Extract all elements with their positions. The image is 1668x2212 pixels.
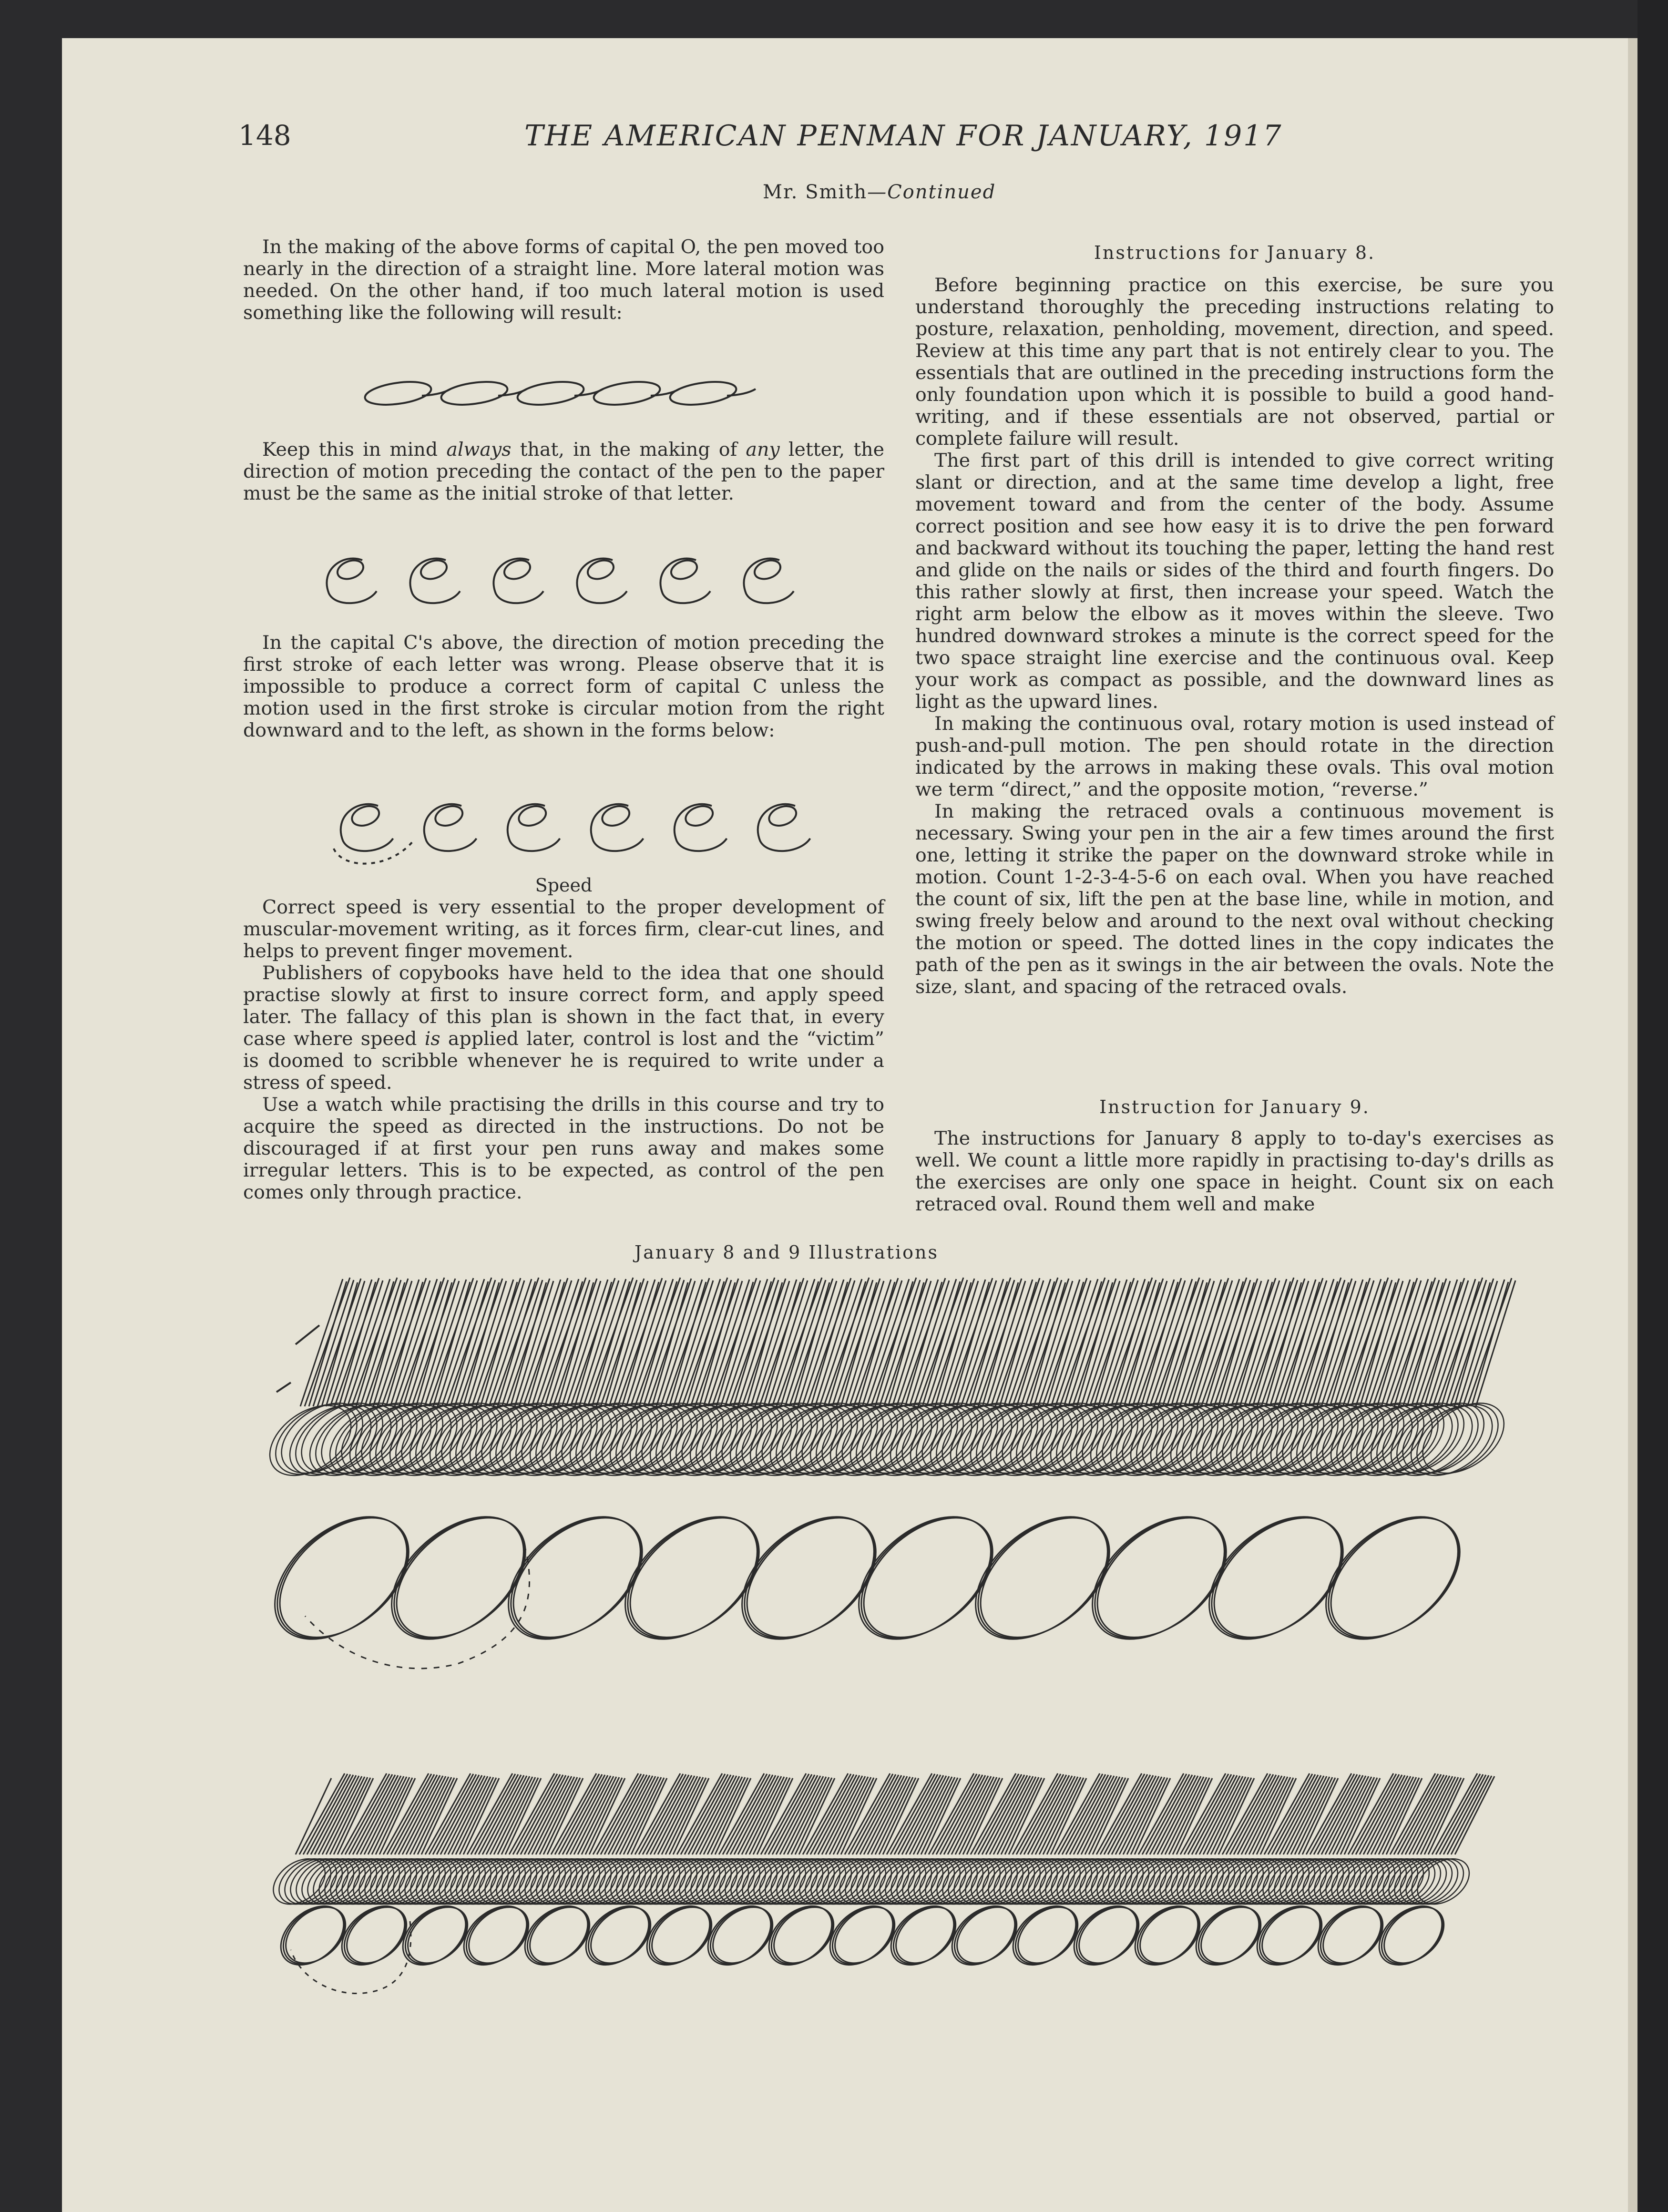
speed-paragraph-1: Correct speed is very essential to the proper development of muscular-movement writing, as it forces firm, clear-cut lines, and helps to prevent finger movement. — [243, 896, 884, 962]
lateral-oval — [516, 378, 585, 408]
slant-stroke — [691, 1280, 731, 1406]
capital-c-wrong — [327, 558, 377, 603]
slant-stroke — [1146, 1280, 1185, 1406]
emphasis-always: always — [446, 439, 512, 461]
lateral-oval — [440, 378, 509, 408]
speed-heading: Speed — [535, 875, 593, 896]
slant-stroke — [622, 1282, 659, 1406]
capital-c-correct — [591, 804, 644, 851]
slant-stroke — [1351, 1280, 1392, 1406]
capital-c-correct — [341, 804, 393, 851]
capital-c-wrong-loop — [419, 557, 450, 583]
capital-c-correct-loop — [600, 803, 632, 830]
slant-stroke — [905, 1282, 942, 1406]
capital-c-wrong — [410, 558, 460, 603]
para-direction — [243, 439, 884, 504]
capital-c-wrong — [660, 558, 710, 603]
slant-stroke — [1377, 1282, 1414, 1406]
slant-stroke — [1399, 1280, 1439, 1406]
capital-c-correct-loop — [683, 803, 716, 830]
slant-stroke — [438, 1280, 477, 1406]
slant-stroke — [502, 1280, 542, 1406]
left-paragraph-2 — [243, 439, 884, 504]
slant-stroke — [1021, 1280, 1062, 1406]
jan9-paragraph-1: The instructions for January 8 apply to to-day's exercises as well. We count a little more rapidly in practising to-day's drills as the exercises are only one space in height. Count six on each retraced oval. Round them well and make — [915, 1127, 1554, 1215]
capital-c-wrong-loop — [752, 557, 783, 583]
slant-stroke — [764, 1282, 800, 1406]
slant-stroke — [815, 1280, 855, 1406]
capital-c-wrong-loop — [502, 557, 533, 583]
slant-stroke — [1094, 1282, 1131, 1406]
capital-c-correct — [675, 804, 727, 851]
slant-stroke — [1459, 1281, 1497, 1406]
jan9-heading: Instruction for January 9. — [1099, 1096, 1370, 1117]
slant-stroke — [1472, 1282, 1508, 1406]
slant-stroke — [1163, 1280, 1203, 1406]
slant-stroke — [1424, 1282, 1461, 1406]
slant-stroke — [974, 1280, 1014, 1406]
slant-stroke — [1098, 1280, 1138, 1406]
slant-stroke — [716, 1282, 753, 1406]
jan8-drill-illustration — [257, 1268, 1554, 1792]
slant-stroke — [1476, 1280, 1515, 1406]
text-run: letter, the direction of motion preceding the contact of the pen to the paper must be the same as the initial stroke of that letter. — [243, 439, 884, 504]
text-run: Publishers of copybooks have held to the idea that one should practise slowly at first to insure correct form, and apply speed later. The fallacy of this plan is shown in the fact that, in every case where speed — [243, 962, 884, 1050]
slant-stroke — [1240, 1280, 1279, 1406]
lateral-oval — [593, 378, 662, 408]
slant-stroke — [299, 1773, 345, 1854]
capital-c-correct — [508, 804, 560, 851]
slant-stroke — [1068, 1280, 1109, 1406]
jan8-section — [915, 274, 1554, 998]
jan8-heading: Instructions for January 8. — [1094, 242, 1376, 263]
capital-c-correct — [758, 804, 810, 851]
lateral-oval — [669, 378, 738, 408]
slant-stroke — [862, 1280, 902, 1406]
jan8-paragraph-2: The first part of this drill is intended to give correct writing slant or direction, and at the same time develop a light, free movement toward and from the center of the body. Assume correct position and see how easy it is to drive the pen forward and backward without its touching the paper, letting the hand rest and glide on the nails or sides of the third and fourth fingers. Do this rather slowly at first, then increase your speed. Watch the right arm below the elbow as it moves within the sleeve. Two hundred downward strokes a minute is the correct speed for the two space straight line exercise and the continuous oval. Keep your work as compact as possible, and the downward lines as light as the upward lines. — [915, 450, 1554, 713]
slant-stroke — [481, 1282, 517, 1406]
slant-stroke — [1446, 1280, 1486, 1406]
jan9-drill-illustration — [257, 1764, 1554, 2069]
slant-stroke — [386, 1282, 423, 1406]
speed-section — [243, 896, 884, 1203]
arrow-indicator — [296, 1325, 319, 1344]
slant-stroke — [910, 1280, 949, 1406]
slant-stroke — [1193, 1280, 1232, 1406]
slant-stroke — [1330, 1282, 1367, 1406]
slant-stroke — [738, 1280, 778, 1406]
slant-stroke — [1429, 1280, 1468, 1406]
slant-stroke — [1188, 1282, 1225, 1406]
slant-stroke — [626, 1280, 666, 1406]
slant-stroke — [575, 1282, 612, 1406]
slant-stroke — [549, 1280, 590, 1406]
jan9-section — [915, 1127, 1554, 1215]
slant-stroke — [528, 1282, 564, 1406]
emphasis-any: any — [746, 439, 780, 461]
slant-stroke — [596, 1280, 637, 1406]
slant-stroke — [1283, 1282, 1320, 1406]
capital-c-correct-loop — [349, 803, 382, 830]
jan8-paragraph-4: In making the retraced ovals a continuous movement is necessary. Swing your pen in the air a few times around the first one, letting it strike the paper on the downward stroke while in motion. Count 1-2-3-4-5-6 on each oval. When you have reached the count of six, lift the pen at the base line, while in motion, and swing freely below and around to the next oval without checking the motion or speed. The dotted lines in the copy indicates the path of the pen as it swings in the air between the ovals. Note the size, slant, and spacing of the retraced ovals. — [915, 800, 1554, 998]
capital-c-correct-loop — [516, 803, 549, 830]
left-paragraph-3 — [243, 632, 884, 741]
jan8-paragraph-1: Before beginning practice on this exercise, be sure you understand thoroughly the preceding instructions relating to posture, relaxation, penholding, movement, direction, and speed. Review at this time any part that is not entirely clear to you. The essentials that are outlined in the preceding instructions form the only foundation upon which it is possible to build a good hand-writing, and if these essentials are not observed, partial or complete failure will result. — [915, 274, 1554, 450]
slant-stroke — [360, 1280, 401, 1406]
capital-c-wrong — [744, 558, 794, 603]
arrow-indicator — [276, 1382, 291, 1392]
speed-paragraph-2 — [243, 962, 884, 1094]
slant-stroke — [1210, 1280, 1250, 1406]
capital-c-wrong — [493, 558, 543, 603]
jan8-paragraph-3: In making the continuous oval, rotary motion is used instead of push-and-pull motion. The pen should rotate in the direction indicated by the arrows in making these ovals. This oval motion we term “direct,” and the opposite motion, “reverse.” — [915, 713, 1554, 800]
slant-stroke — [669, 1282, 706, 1406]
slant-stroke — [1287, 1280, 1327, 1406]
slant-stroke — [674, 1280, 713, 1406]
slant-stroke — [343, 1280, 383, 1406]
slant-stroke — [1000, 1282, 1036, 1406]
slant-stroke — [1334, 1280, 1374, 1406]
slant-stroke — [485, 1280, 524, 1406]
connecting-stroke — [727, 389, 756, 396]
retraced-oval — [257, 1493, 430, 1662]
slant-stroke — [1004, 1280, 1044, 1406]
slant-stroke — [339, 1282, 376, 1406]
capital-c-wrong-loop — [335, 557, 366, 583]
slant-stroke — [1047, 1282, 1084, 1406]
slant-stroke — [1141, 1282, 1178, 1406]
slant-stroke — [390, 1280, 430, 1406]
slant-stroke — [1257, 1280, 1298, 1406]
slant-stroke — [832, 1280, 873, 1406]
emphasis-is: is — [424, 1028, 440, 1050]
text-run: applied later, control is lost and the “victim” is doomed to scribble whenever he is required to write under a stress of speed. — [243, 1028, 884, 1094]
slant-stroke — [579, 1280, 619, 1406]
text-run: Keep this in mind — [262, 439, 447, 461]
scan-border — [1637, 0, 1668, 2212]
left-paragraph-1 — [243, 236, 884, 324]
capital-c-wrong-loop — [585, 557, 616, 583]
slant-stroke — [532, 1280, 572, 1406]
capital-c-correct-loop — [767, 803, 799, 830]
capital-c-correct-loop — [433, 803, 465, 830]
speed-paragraph-3: Use a watch while practising the drills in this course and try to acquire the speed as directed in the instructions. Do not be discouraged if at first your pen runs away and makes some irregular letters. This is to be expected, as control of the pen comes only through practice. — [243, 1094, 884, 1203]
slant-stroke — [1304, 1280, 1345, 1406]
slant-stroke — [1381, 1280, 1421, 1406]
capital-c-wrong-loop — [669, 557, 700, 583]
slant-stroke — [721, 1280, 760, 1406]
capital-c-wrong — [577, 558, 627, 603]
capital-c-correct-figure — [315, 782, 839, 872]
pen-path-dotted — [305, 1545, 530, 1669]
para-capital-o: In the making of the above forms of capital O, the pen moved too nearly in the direction of a straight line. More lateral motion was needed. On the other hand, if too much lateral motion is used something like the following will result: — [243, 236, 884, 324]
slant-stroke — [785, 1280, 826, 1406]
slant-stroke — [1115, 1280, 1156, 1406]
slant-stroke — [927, 1280, 967, 1406]
slant-stroke — [313, 1280, 354, 1406]
page-edge — [1628, 38, 1637, 2212]
page-number: 148 — [238, 119, 291, 152]
illustrations-caption: January 8 and 9 Illustrations — [634, 1242, 939, 1263]
retraced-oval — [1303, 1493, 1481, 1664]
continued-suffix: —Continued — [867, 181, 996, 203]
slant-stroke — [858, 1282, 895, 1406]
slant-stroke — [408, 1280, 448, 1406]
slant-stroke — [455, 1280, 495, 1406]
slant-stroke — [957, 1280, 996, 1406]
slant-stroke — [768, 1280, 808, 1406]
slant-stroke — [1051, 1280, 1091, 1406]
pen-path-dotted — [334, 839, 415, 864]
capital-c-correct — [424, 804, 477, 851]
slant-stroke — [952, 1282, 989, 1406]
slant-stroke — [644, 1280, 684, 1406]
text-run: that, in the making of — [511, 439, 746, 461]
lateral-oval — [364, 378, 433, 408]
slant-stroke — [433, 1282, 470, 1406]
running-title: THE AMERICAN PENMAN FOR JANUARY, 1917 — [524, 119, 1283, 153]
capital-c-wrong-figure — [300, 541, 825, 617]
slant-stroke — [811, 1282, 848, 1406]
slant-stroke — [1236, 1282, 1272, 1406]
continued-heading — [763, 181, 996, 203]
lateral-oval-figure — [353, 367, 782, 420]
slant-stroke — [880, 1280, 920, 1406]
para-capital-c: In the capital C's above, the direction of motion preceding the first stroke of each letter was wrong. Please observe that it is impossible to produce a correct form of capital C unless the motion used in the first stroke is circular motion from the right downward and to the left, as shown in the forms below: — [243, 632, 884, 741]
continued-name: Mr. Smith — [763, 181, 868, 203]
